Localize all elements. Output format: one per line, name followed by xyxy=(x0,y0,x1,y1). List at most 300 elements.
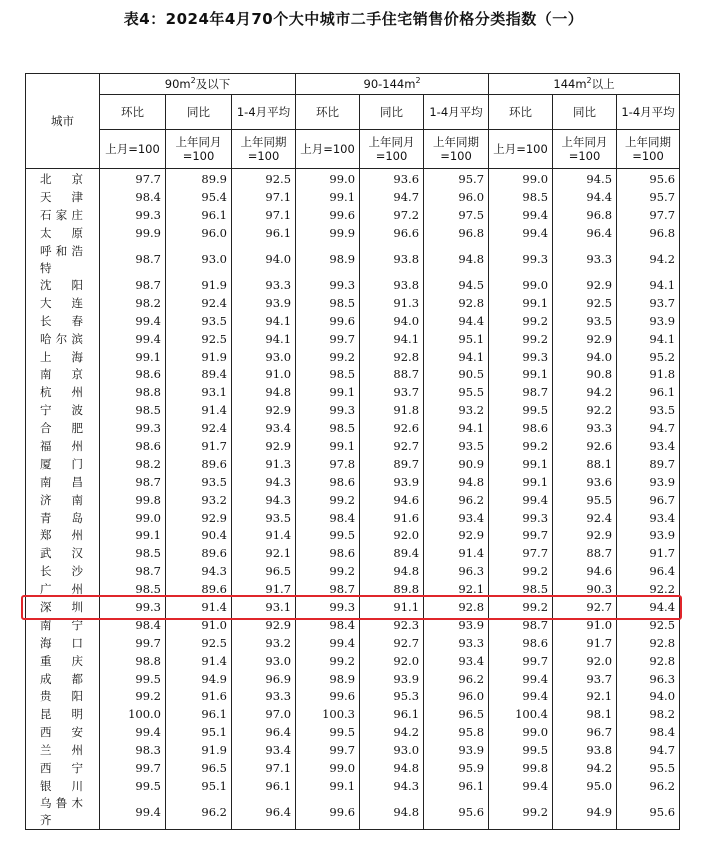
index-value: 93.5 xyxy=(166,312,232,330)
index-value: 97.1 xyxy=(232,189,296,207)
index-value: 89.6 xyxy=(166,545,232,563)
index-value: 94.0 xyxy=(553,348,617,366)
index-value: 94.7 xyxy=(617,420,680,438)
index-value: 93.0 xyxy=(166,243,232,277)
index-value: 99.4 xyxy=(489,225,553,243)
index-value: 96.4 xyxy=(617,563,680,581)
index-value: 92.0 xyxy=(553,652,617,670)
index-value: 96.2 xyxy=(166,795,232,830)
index-value: 93.0 xyxy=(360,742,424,760)
index-value: 89.6 xyxy=(166,581,232,599)
index-value: 93.2 xyxy=(166,491,232,509)
index-value: 96.7 xyxy=(617,491,680,509)
index-value: 99.7 xyxy=(296,742,360,760)
index-value: 98.6 xyxy=(100,438,166,456)
index-value: 99.3 xyxy=(100,420,166,438)
index-value: 94.4 xyxy=(617,599,680,617)
city-name: 昆明 xyxy=(26,706,100,724)
index-value: 92.6 xyxy=(553,438,617,456)
city-header: 城市 xyxy=(26,74,100,169)
index-value: 91.7 xyxy=(166,438,232,456)
index-value: 94.3 xyxy=(360,778,424,796)
base-label-mom: 上月=100 xyxy=(489,130,553,169)
index-value: 95.2 xyxy=(617,348,680,366)
index-value: 98.5 xyxy=(296,420,360,438)
index-value: 93.2 xyxy=(424,402,489,420)
table-row xyxy=(26,384,680,402)
index-value: 99.9 xyxy=(100,225,166,243)
index-value: 98.7 xyxy=(100,473,166,491)
index-value: 94.0 xyxy=(617,688,680,706)
index-value: 93.3 xyxy=(553,243,617,277)
index-value: 98.5 xyxy=(296,366,360,384)
index-value: 95.6 xyxy=(617,795,680,830)
table-title: 表4：2024年4月70个大中城市二手住宅销售价格分类指数（一） xyxy=(123,10,584,28)
index-value: 94.5 xyxy=(553,169,617,189)
city-name: 郑州 xyxy=(26,527,100,545)
index-value: 99.5 xyxy=(489,742,553,760)
index-value: 96.3 xyxy=(617,670,680,688)
city-name: 南昌 xyxy=(26,473,100,491)
city-name: 海口 xyxy=(26,634,100,652)
index-value: 94.1 xyxy=(232,312,296,330)
index-value: 95.5 xyxy=(617,760,680,778)
index-value: 95.6 xyxy=(617,169,680,189)
index-value: 92.6 xyxy=(360,420,424,438)
index-value: 95.6 xyxy=(424,795,489,830)
table-row xyxy=(26,778,680,796)
index-value: 98.7 xyxy=(296,581,360,599)
index-value: 98.5 xyxy=(100,402,166,420)
index-value: 91.9 xyxy=(166,742,232,760)
index-value: 90.8 xyxy=(553,366,617,384)
index-value: 92.8 xyxy=(617,652,680,670)
city-name: 南京 xyxy=(26,366,100,384)
index-value: 97.7 xyxy=(489,545,553,563)
table-row xyxy=(26,581,680,599)
index-value: 99.2 xyxy=(100,688,166,706)
index-value: 95.9 xyxy=(424,760,489,778)
index-value: 99.4 xyxy=(296,634,360,652)
index-value: 93.9 xyxy=(617,473,680,491)
table-row xyxy=(26,225,680,243)
index-value: 95.5 xyxy=(553,491,617,509)
city-name: 沈阳 xyxy=(26,277,100,295)
index-value: 96.7 xyxy=(553,724,617,742)
index-value: 99.7 xyxy=(100,760,166,778)
index-value: 90.3 xyxy=(553,581,617,599)
index-value: 96.0 xyxy=(424,189,489,207)
index-value: 93.9 xyxy=(360,670,424,688)
city-name: 上海 xyxy=(26,348,100,366)
index-value: 95.1 xyxy=(166,778,232,796)
index-value: 94.6 xyxy=(360,491,424,509)
index-value: 98.7 xyxy=(100,243,166,277)
index-value: 93.4 xyxy=(424,509,489,527)
index-value: 91.4 xyxy=(166,599,232,617)
index-value: 98.6 xyxy=(489,420,553,438)
index-value: 97.1 xyxy=(232,207,296,225)
index-value: 94.5 xyxy=(424,277,489,295)
city-name: 厦门 xyxy=(26,455,100,473)
table-row xyxy=(26,706,680,724)
table-row xyxy=(26,455,680,473)
index-value: 88.1 xyxy=(553,455,617,473)
index-value: 94.6 xyxy=(553,563,617,581)
index-value: 92.5 xyxy=(166,330,232,348)
index-value: 99.7 xyxy=(489,527,553,545)
table-row xyxy=(26,420,680,438)
table-row xyxy=(26,169,680,189)
index-value: 92.2 xyxy=(553,402,617,420)
subheader-mom: 环比 xyxy=(489,95,553,130)
city-name: 长沙 xyxy=(26,563,100,581)
index-value: 96.1 xyxy=(232,225,296,243)
index-value: 92.5 xyxy=(232,169,296,189)
subheader-mom: 环比 xyxy=(100,95,166,130)
index-value: 94.2 xyxy=(360,724,424,742)
index-value: 99.3 xyxy=(296,277,360,295)
index-value: 99.5 xyxy=(100,778,166,796)
index-value: 93.1 xyxy=(166,384,232,402)
index-value: 99.2 xyxy=(489,312,553,330)
index-value: 98.7 xyxy=(100,277,166,295)
index-value: 89.4 xyxy=(166,366,232,384)
index-value: 93.7 xyxy=(617,294,680,312)
index-value: 99.1 xyxy=(296,438,360,456)
index-value: 99.1 xyxy=(296,384,360,402)
index-value: 98.6 xyxy=(489,634,553,652)
city-name: 福州 xyxy=(26,438,100,456)
index-value: 98.1 xyxy=(553,706,617,724)
table-row xyxy=(26,634,680,652)
index-value: 99.2 xyxy=(296,652,360,670)
index-value: 94.3 xyxy=(232,473,296,491)
index-value: 98.9 xyxy=(296,670,360,688)
index-value: 93.6 xyxy=(553,473,617,491)
city-name: 银川 xyxy=(26,778,100,796)
city-name: 成都 xyxy=(26,670,100,688)
base-label-yoy: 上年同月=100 xyxy=(553,130,617,169)
index-value: 96.1 xyxy=(232,778,296,796)
index-value: 98.5 xyxy=(489,189,553,207)
index-value: 92.5 xyxy=(166,634,232,652)
index-value: 92.7 xyxy=(553,599,617,617)
index-value: 98.5 xyxy=(100,545,166,563)
index-value: 99.6 xyxy=(296,312,360,330)
index-value: 99.3 xyxy=(489,509,553,527)
index-value: 93.9 xyxy=(617,527,680,545)
index-value: 92.9 xyxy=(424,527,489,545)
index-value: 98.4 xyxy=(296,616,360,634)
index-value: 92.4 xyxy=(553,509,617,527)
index-value: 92.8 xyxy=(424,294,489,312)
index-value: 91.4 xyxy=(424,545,489,563)
table-row xyxy=(26,366,680,384)
index-value: 92.7 xyxy=(360,634,424,652)
table-row xyxy=(26,688,680,706)
index-value: 99.3 xyxy=(100,599,166,617)
index-value: 91.8 xyxy=(360,402,424,420)
index-value: 97.2 xyxy=(360,207,424,225)
index-value: 91.6 xyxy=(360,509,424,527)
index-value: 93.7 xyxy=(553,670,617,688)
index-value: 97.0 xyxy=(232,706,296,724)
index-value: 96.9 xyxy=(232,670,296,688)
index-value: 88.7 xyxy=(360,366,424,384)
table-row xyxy=(26,760,680,778)
group-header-90-144: $90-144m^2$ xyxy=(296,74,489,95)
index-value: 93.9 xyxy=(424,616,489,634)
index-value: 98.5 xyxy=(100,581,166,599)
index-value: 98.6 xyxy=(100,366,166,384)
index-value: 99.0 xyxy=(489,169,553,189)
index-value: 98.8 xyxy=(100,384,166,402)
index-value: 91.0 xyxy=(553,616,617,634)
index-value: 88.7 xyxy=(553,545,617,563)
index-value: 91.4 xyxy=(166,652,232,670)
index-value: 96.5 xyxy=(424,706,489,724)
index-value: 99.6 xyxy=(296,207,360,225)
city-name: 西宁 xyxy=(26,760,100,778)
index-value: 92.4 xyxy=(166,420,232,438)
index-value: 99.2 xyxy=(296,563,360,581)
index-value: 91.7 xyxy=(232,581,296,599)
base-label-mom: 上月=100 xyxy=(296,130,360,169)
index-value: 99.4 xyxy=(100,795,166,830)
table-row xyxy=(26,545,680,563)
index-value: 98.2 xyxy=(100,294,166,312)
index-value: 99.4 xyxy=(489,778,553,796)
index-value: 94.1 xyxy=(360,330,424,348)
index-value: 99.1 xyxy=(100,348,166,366)
index-value: 93.9 xyxy=(232,294,296,312)
index-value: 91.0 xyxy=(166,616,232,634)
index-value: 92.0 xyxy=(360,652,424,670)
index-value: 99.3 xyxy=(489,243,553,277)
index-value: 93.3 xyxy=(232,277,296,295)
index-value: 98.6 xyxy=(296,473,360,491)
index-value: 93.8 xyxy=(553,742,617,760)
index-value: 93.3 xyxy=(232,688,296,706)
city-name: 青岛 xyxy=(26,509,100,527)
index-value: 92.9 xyxy=(232,438,296,456)
index-value: 91.4 xyxy=(166,402,232,420)
index-value: 94.3 xyxy=(232,491,296,509)
index-value: 94.1 xyxy=(232,330,296,348)
index-value: 92.0 xyxy=(360,527,424,545)
index-value: 95.0 xyxy=(553,778,617,796)
index-value: 96.8 xyxy=(553,207,617,225)
index-value: 99.4 xyxy=(489,207,553,225)
index-value: 98.4 xyxy=(296,509,360,527)
index-value: 96.2 xyxy=(617,778,680,796)
city-name: 重庆 xyxy=(26,652,100,670)
table-row xyxy=(26,670,680,688)
index-value: 92.9 xyxy=(232,616,296,634)
index-value: 96.4 xyxy=(553,225,617,243)
index-value: 99.1 xyxy=(489,455,553,473)
index-value: 93.4 xyxy=(232,420,296,438)
base-label-yoy: 上年同月=100 xyxy=(166,130,232,169)
table-row xyxy=(26,189,680,207)
index-value: 99.7 xyxy=(100,634,166,652)
index-value: 96.1 xyxy=(166,207,232,225)
index-value: 95.3 xyxy=(360,688,424,706)
index-value: 98.7 xyxy=(489,616,553,634)
index-value: 100.4 xyxy=(489,706,553,724)
subheader-yoy: 同比 xyxy=(166,95,232,130)
table-row xyxy=(26,277,680,295)
index-value: 99.2 xyxy=(489,599,553,617)
index-value: 98.8 xyxy=(100,652,166,670)
index-value: 92.8 xyxy=(360,348,424,366)
table-row xyxy=(26,312,680,330)
index-value: 91.1 xyxy=(360,599,424,617)
index-value: 90.5 xyxy=(424,366,489,384)
index-value: 93.5 xyxy=(424,438,489,456)
index-value: 94.3 xyxy=(166,563,232,581)
index-value: 93.0 xyxy=(232,348,296,366)
index-value: 100.3 xyxy=(296,706,360,724)
table-row xyxy=(26,243,680,277)
index-value: 99.4 xyxy=(489,688,553,706)
city-name: 太原 xyxy=(26,225,100,243)
index-value: 89.7 xyxy=(360,455,424,473)
index-value: 93.5 xyxy=(617,402,680,420)
index-value: 98.5 xyxy=(489,581,553,599)
index-value: 93.3 xyxy=(553,420,617,438)
index-value: 99.5 xyxy=(489,402,553,420)
table-row xyxy=(26,563,680,581)
city-name: 兰州 xyxy=(26,742,100,760)
index-value: 98.5 xyxy=(296,294,360,312)
index-value: 92.5 xyxy=(617,616,680,634)
index-value: 95.7 xyxy=(424,169,489,189)
index-value: 95.1 xyxy=(166,724,232,742)
index-value: 99.1 xyxy=(100,527,166,545)
index-value: 99.5 xyxy=(296,724,360,742)
table-row xyxy=(26,207,680,225)
index-value: 99.4 xyxy=(489,670,553,688)
index-value: 98.2 xyxy=(617,706,680,724)
index-value: 97.1 xyxy=(232,760,296,778)
index-value: 92.1 xyxy=(232,545,296,563)
index-value: 97.7 xyxy=(100,169,166,189)
index-value: 93.6 xyxy=(360,169,424,189)
index-value: 99.7 xyxy=(296,330,360,348)
index-value: 91.7 xyxy=(617,545,680,563)
index-value: 94.4 xyxy=(424,312,489,330)
index-value: 92.1 xyxy=(424,581,489,599)
index-value: 97.5 xyxy=(424,207,489,225)
index-value: 93.9 xyxy=(360,473,424,491)
index-value: 94.2 xyxy=(617,243,680,277)
index-value: 91.9 xyxy=(166,277,232,295)
index-value: 99.5 xyxy=(296,527,360,545)
base-label-mom: 上月=100 xyxy=(100,130,166,169)
subheader-avg: 1-4月平均 xyxy=(424,95,489,130)
index-value: 99.7 xyxy=(489,652,553,670)
index-value: 95.8 xyxy=(424,724,489,742)
table-row xyxy=(26,527,680,545)
index-value: 96.8 xyxy=(617,225,680,243)
index-value: 91.7 xyxy=(553,634,617,652)
index-value: 99.6 xyxy=(296,688,360,706)
city-name: 贵阳 xyxy=(26,688,100,706)
index-value: 99.8 xyxy=(100,491,166,509)
city-name: 呼和浩特 xyxy=(26,243,100,277)
table-row xyxy=(26,742,680,760)
index-value: 95.7 xyxy=(617,189,680,207)
index-value: 94.8 xyxy=(232,384,296,402)
index-value: 98.4 xyxy=(100,616,166,634)
index-value: 99.2 xyxy=(296,491,360,509)
index-value: 96.2 xyxy=(424,670,489,688)
index-value: 96.1 xyxy=(360,706,424,724)
index-value: 92.9 xyxy=(166,509,232,527)
city-name: 大连 xyxy=(26,294,100,312)
index-value: 91.4 xyxy=(232,527,296,545)
index-value: 96.4 xyxy=(232,724,296,742)
city-name: 石家庄 xyxy=(26,207,100,225)
index-value: 99.3 xyxy=(296,402,360,420)
index-value: 98.3 xyxy=(100,742,166,760)
index-value: 93.0 xyxy=(232,652,296,670)
index-value: 97.7 xyxy=(617,207,680,225)
index-value: 92.5 xyxy=(553,294,617,312)
index-value: 99.5 xyxy=(100,670,166,688)
index-value: 96.6 xyxy=(360,225,424,243)
city-name: 宁波 xyxy=(26,402,100,420)
index-value: 95.1 xyxy=(424,330,489,348)
index-value: 99.2 xyxy=(489,438,553,456)
index-value: 99.4 xyxy=(489,491,553,509)
index-value: 99.1 xyxy=(489,294,553,312)
table-row xyxy=(26,509,680,527)
subheader-avg: 1-4月平均 xyxy=(617,95,680,130)
index-value: 93.9 xyxy=(424,742,489,760)
index-value: 98.4 xyxy=(100,189,166,207)
index-value: 93.4 xyxy=(617,438,680,456)
index-value: 91.8 xyxy=(617,366,680,384)
index-value: 93.5 xyxy=(166,473,232,491)
index-value: 96.3 xyxy=(424,563,489,581)
city-name: 武汉 xyxy=(26,545,100,563)
index-value: 99.1 xyxy=(489,473,553,491)
index-value: 89.8 xyxy=(360,581,424,599)
index-value: 99.2 xyxy=(489,795,553,830)
index-value: 92.9 xyxy=(232,402,296,420)
base-label-avg: 上年同期=100 xyxy=(232,130,296,169)
index-value: 99.2 xyxy=(489,563,553,581)
index-value: 90.9 xyxy=(424,455,489,473)
index-value: 93.5 xyxy=(232,509,296,527)
index-value: 98.6 xyxy=(296,545,360,563)
index-value: 94.7 xyxy=(360,189,424,207)
index-value: 98.9 xyxy=(296,243,360,277)
index-value: 99.0 xyxy=(489,277,553,295)
index-value: 92.8 xyxy=(424,599,489,617)
city-name: 北京 xyxy=(26,169,100,189)
table-row xyxy=(26,330,680,348)
index-value: 99.4 xyxy=(100,330,166,348)
subheader-yoy: 同比 xyxy=(360,95,424,130)
index-value: 96.5 xyxy=(166,760,232,778)
index-value: 92.9 xyxy=(553,527,617,545)
city-name: 济南 xyxy=(26,491,100,509)
index-value: 93.7 xyxy=(360,384,424,402)
